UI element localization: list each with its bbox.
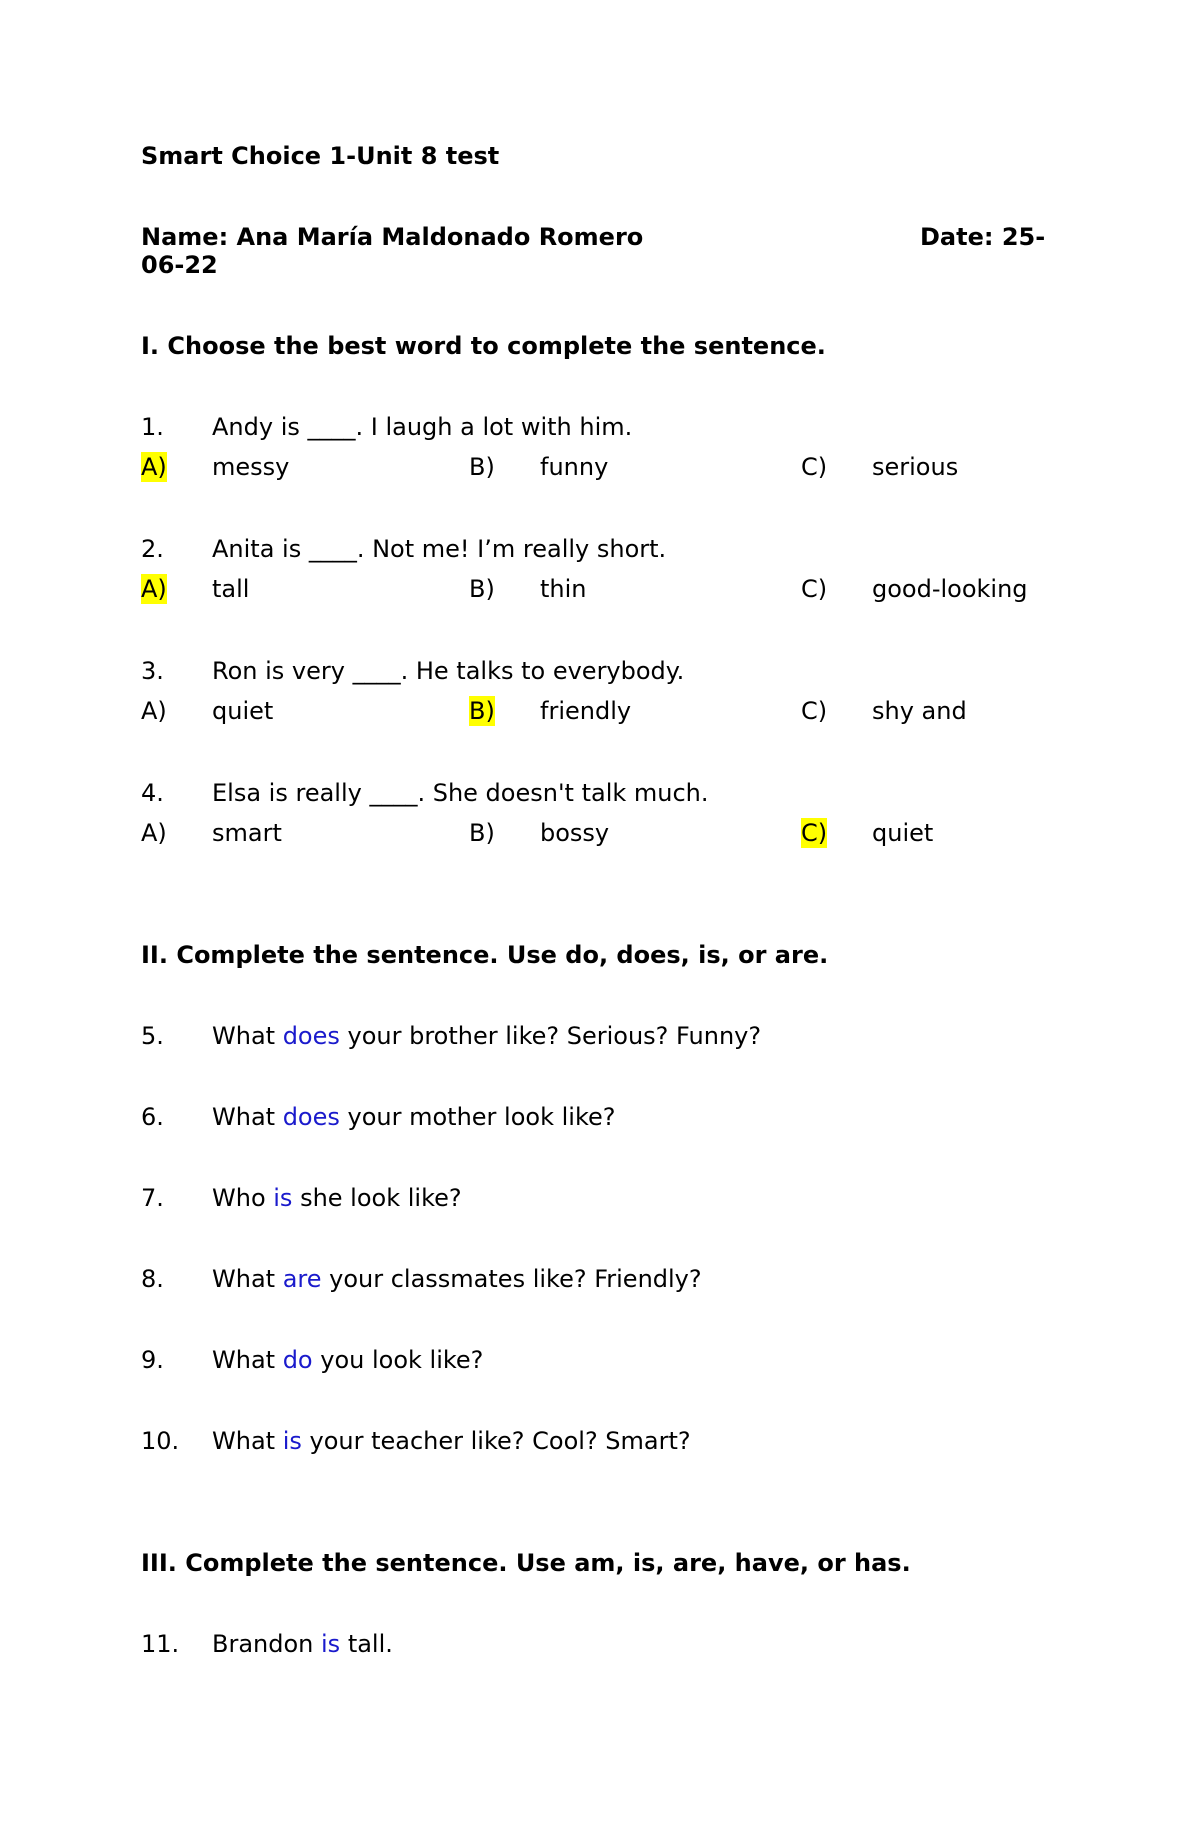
option-word: tall: [212, 575, 250, 603]
filled-answer: do: [282, 1346, 313, 1374]
question-number: 2.: [141, 535, 164, 563]
document-title: Smart Choice 1-Unit 8 test: [141, 142, 500, 170]
option-letter-selected: A): [141, 453, 167, 481]
filled-answer: is: [273, 1184, 293, 1212]
option-word: shy and: [872, 697, 967, 725]
section-1-heading: I. Choose the best word to complete the sentence.: [141, 332, 826, 360]
option-letter: B): [469, 575, 495, 603]
option-word: quiet: [872, 819, 934, 847]
section-3-heading: III. Complete the sentence. Use am, is, are, have, or has.: [141, 1549, 911, 1577]
filled-answer: does: [282, 1022, 340, 1050]
item-number: 5.: [141, 1022, 164, 1050]
date-continuation: 06-22: [141, 251, 218, 279]
item-number: 6.: [141, 1103, 164, 1131]
item-sentence: What does your mother look like?: [212, 1103, 616, 1131]
section-2-heading: II. Complete the sentence. Use do, does, is, or are.: [141, 941, 829, 969]
option-letter: A): [141, 697, 167, 725]
option-letter: B): [469, 819, 495, 847]
option-letter: B): [469, 453, 495, 481]
filled-answer: does: [282, 1103, 340, 1131]
option-letter-selected: A): [141, 575, 167, 603]
option-word: thin: [540, 575, 587, 603]
option-word: bossy: [540, 819, 610, 847]
option-word: serious: [872, 453, 959, 481]
option-word: messy: [212, 453, 290, 481]
option-word: friendly: [540, 697, 632, 725]
option-word: good-looking: [872, 575, 1028, 603]
option-word: smart: [212, 819, 282, 847]
question-number: 3.: [141, 657, 164, 685]
option-letter: C): [801, 697, 828, 725]
item-sentence: Who is she look like?: [212, 1184, 462, 1212]
date-label: Date: 25-: [920, 223, 1046, 251]
item-sentence: Brandon is tall.: [212, 1630, 393, 1658]
item-number: 8.: [141, 1265, 164, 1293]
item-number: 11.: [141, 1630, 180, 1658]
question-text: Anita is ____. Not me! I’m really short.: [212, 535, 667, 563]
item-number: 7.: [141, 1184, 164, 1212]
filled-answer: are: [282, 1265, 322, 1293]
option-word: quiet: [212, 697, 274, 725]
question-text: Ron is very ____. He talks to everybody.: [212, 657, 685, 685]
option-letter: A): [141, 819, 167, 847]
option-letter-selected: B): [469, 697, 495, 725]
question-number: 4.: [141, 779, 164, 807]
option-letter: C): [801, 575, 828, 603]
filled-answer: is: [321, 1630, 341, 1658]
question-text: Andy is ____. I laugh a lot with him.: [212, 413, 633, 441]
filled-answer: is: [282, 1427, 302, 1455]
question-text: Elsa is really ____. She doesn't talk much.: [212, 779, 709, 807]
item-number: 10.: [141, 1427, 180, 1455]
option-letter: C): [801, 453, 828, 481]
item-sentence: What does your brother like? Serious? Funny?: [212, 1022, 762, 1050]
option-letter-selected: C): [801, 819, 828, 847]
item-sentence: What do you look like?: [212, 1346, 484, 1374]
option-word: funny: [540, 453, 609, 481]
item-number: 9.: [141, 1346, 164, 1374]
question-number: 1.: [141, 413, 164, 441]
name-line: Name: Ana María Maldonado Romero: [141, 223, 644, 251]
item-sentence: What are your classmates like? Friendly?: [212, 1265, 702, 1293]
item-sentence: What is your teacher like? Cool? Smart?: [212, 1427, 691, 1455]
